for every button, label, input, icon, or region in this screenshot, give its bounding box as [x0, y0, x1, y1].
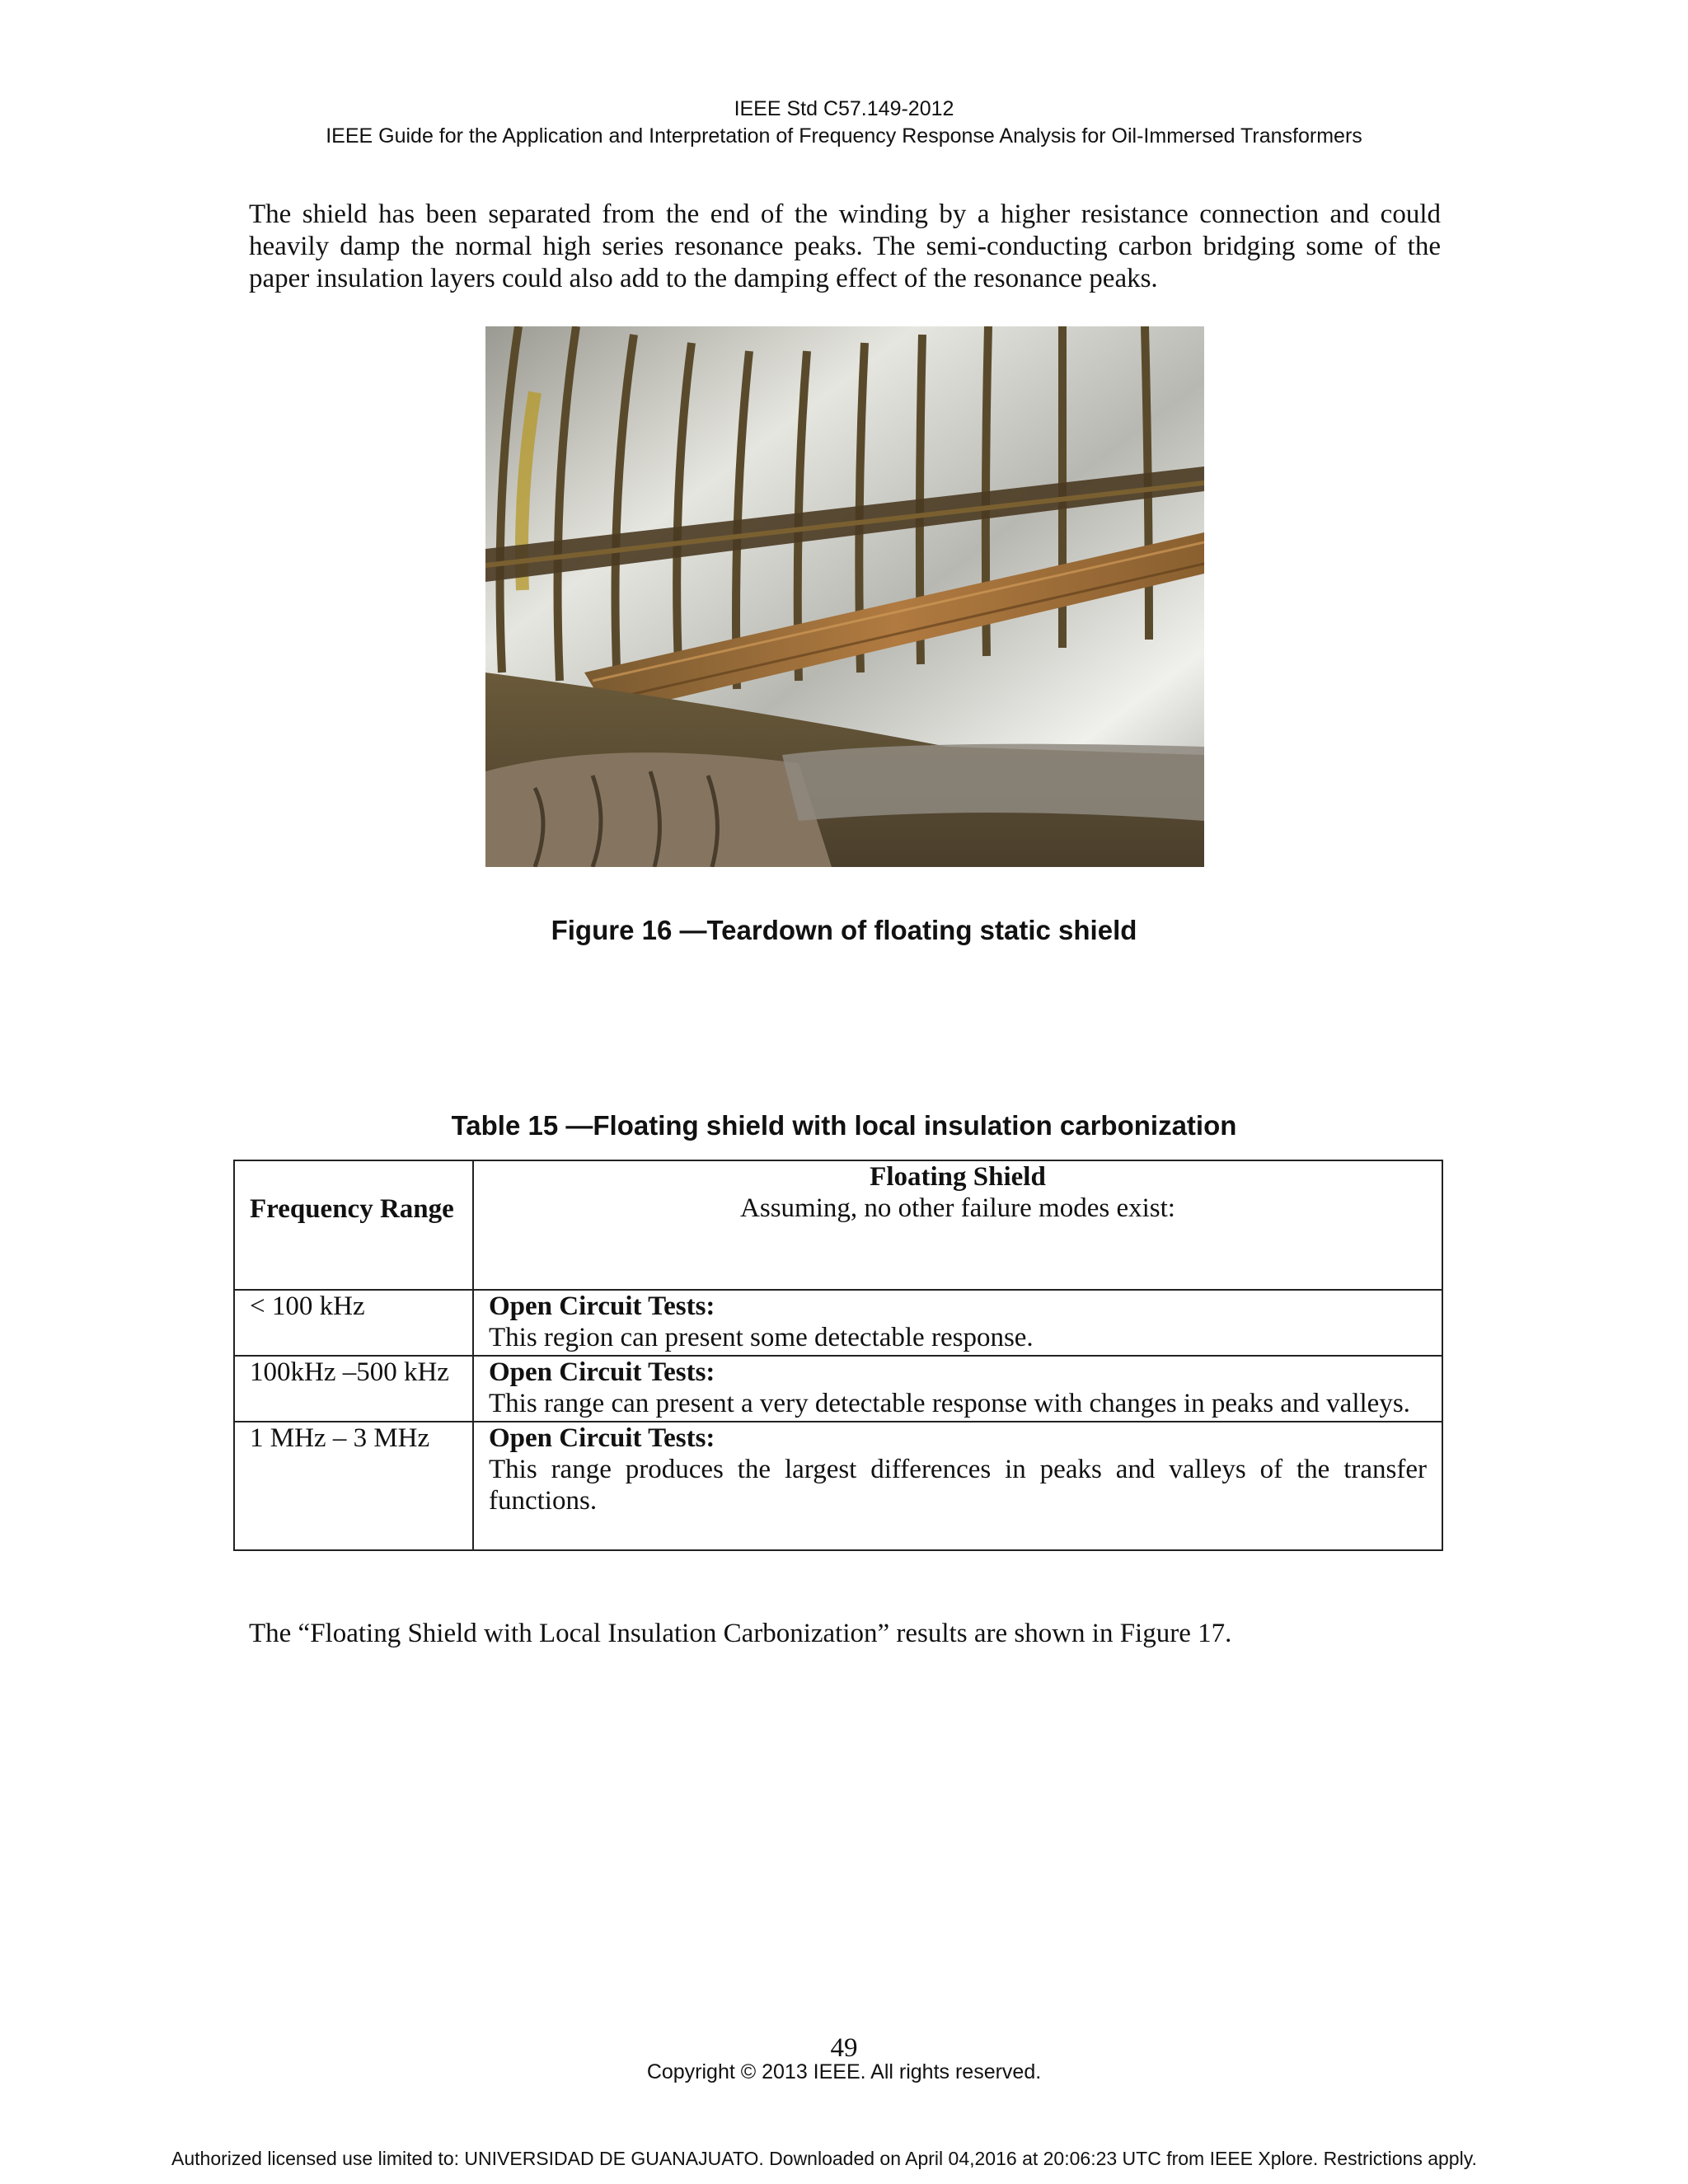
result-cell	[473, 1422, 1442, 1550]
floating-shield-header: Floating Shield	[870, 1162, 1046, 1192]
page-number: 49	[830, 2033, 858, 2063]
header-cell-shield	[473, 1160, 1442, 1290]
table-row	[234, 1290, 1442, 1356]
result-cell	[473, 1356, 1442, 1422]
test-description: This range produces the largest differences in peaks and valleys of the transfer functions.	[489, 1455, 1427, 1516]
header-guide-title: IEEE Guide for the Application and Interpretation of Frequency Response Analysis for Oil-Immersed Transformers	[326, 124, 1362, 148]
authorization-notice: Authorized licensed use limited to: UNIVERSIDAD DE GUANAJUATO. Downloaded on April 04,2016 at 20:06:23 UTC from IEEE Xplore. Restrictions apply.	[171, 2148, 1477, 2169]
range-cell: 1 MHz – 3 MHz	[234, 1422, 473, 1550]
header-cell-frequency	[234, 1160, 473, 1290]
test-title: Open Circuit Tests:	[489, 1357, 715, 1387]
copyright-notice: Copyright © 2013 IEEE. All rights reserved.	[646, 2060, 1042, 2083]
test-title: Open Circuit Tests:	[489, 1291, 715, 1321]
result-cell	[473, 1290, 1442, 1356]
body-paragraph-figure-ref: The “Floating Shield with Local Insulation Carbonization” results are shown in Figure 17.	[249, 1619, 1232, 1648]
table-caption: Table 15 —Floating shield with local insulation carbonization	[451, 1110, 1237, 1141]
range-cell: 100kHz –500 kHz	[234, 1356, 473, 1422]
teardown-photo	[485, 326, 1204, 867]
range-cell: < 100 kHz	[234, 1290, 473, 1356]
header-standard-id: IEEE Std C57.149-2012	[734, 97, 954, 120]
table-header-row	[234, 1160, 1442, 1290]
figure-caption: Figure 16 —Teardown of floating static shield	[551, 915, 1137, 945]
body-paragraph: The shield has been separated from the end of the winding by a higher resistance connection and could heavily damp the normal high series resonance peaks. The semi-conducting carbon bridging some of the paper insulation layers could also add to the damping effect of the resonance peaks.	[249, 199, 1441, 293]
frequency-range-header: Frequency Range	[250, 1193, 454, 1224]
table-row	[234, 1422, 1442, 1550]
test-title: Open Circuit Tests:	[489, 1423, 715, 1453]
table-row	[234, 1356, 1442, 1422]
test-description: This region can present some detectable response.	[489, 1323, 1034, 1352]
assumption-note: Assuming, no other failure modes exist:	[740, 1193, 1175, 1223]
test-description: This range can present a very detectable response with changes in peaks and valleys.	[489, 1389, 1410, 1418]
results-table	[233, 1160, 1443, 1551]
